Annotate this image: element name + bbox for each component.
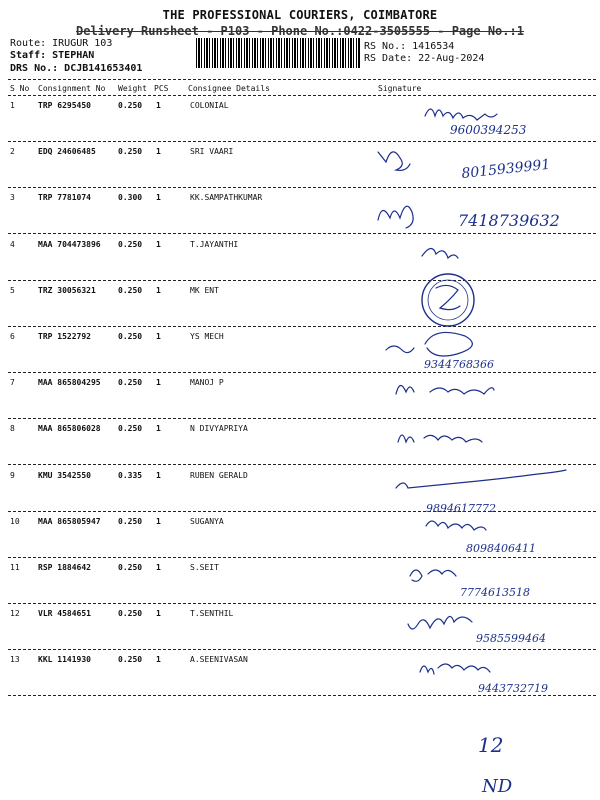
cell-pcs: 1 [156, 609, 161, 618]
cell-sno: 7 [10, 378, 15, 387]
signature-row7 [396, 385, 494, 394]
signature-row8 [398, 435, 482, 442]
cell-consignee: T.SENTHIL [190, 609, 234, 618]
cell-pcs: 1 [156, 147, 161, 156]
signature-row10 [426, 521, 486, 530]
col-header-sno: S No [10, 84, 30, 93]
cell-consignee: COLONIAL [190, 101, 229, 110]
cell-sno: 2 [10, 147, 15, 156]
cell-sno: 5 [10, 286, 15, 295]
cell-consignment: VLR 4584651 [38, 609, 91, 618]
handwritten-count: 12 [478, 733, 504, 757]
cell-consignee: SRI VAARI [190, 147, 234, 156]
cell-sno: 8 [10, 424, 15, 433]
cell-consignee: KK.SAMPATHKUMAR [190, 193, 263, 202]
signature-row4 [422, 248, 458, 258]
cell-sno: 11 [10, 563, 20, 572]
phone-handwritten-11: 7774613518 [460, 586, 530, 599]
cell-weight: 0.300 [118, 193, 143, 202]
cell-pcs: 1 [156, 240, 161, 249]
cell-pcs: 1 [156, 101, 161, 110]
cell-consignment: TRP 6295450 [38, 101, 91, 110]
cell-sno: 4 [10, 240, 15, 249]
cell-weight: 0.250 [118, 609, 143, 618]
cell-weight: 0.250 [118, 101, 143, 110]
cell-consignee: MANOJ P [190, 378, 224, 387]
cell-consignment: MAA 865806028 [38, 424, 101, 433]
cell-consignment: KKL 1141930 [38, 655, 91, 664]
cell-weight: 0.250 [118, 378, 143, 387]
cell-weight: 0.250 [118, 332, 143, 341]
cell-consignee: S.SEIT [190, 563, 219, 572]
route-label: Route: IRUGUR 103 [10, 38, 113, 49]
signature-row3 [378, 206, 413, 228]
company-title: THE PROFESSIONAL COURIERS, COIMBATORE [162, 8, 438, 22]
cell-pcs: 1 [156, 563, 161, 572]
cell-weight: 0.335 [118, 471, 143, 480]
cell-sno: 3 [10, 193, 15, 202]
col-header-pcs: PCS [154, 84, 169, 93]
cell-consignee: N DIVYAPRIYA [190, 424, 248, 433]
staff-label: Staff: STEPHAN [10, 50, 95, 61]
col-header-weight: Weight [118, 84, 147, 93]
cell-pcs: 1 [156, 378, 161, 387]
cell-consignee: YS MECH [190, 332, 224, 341]
cell-sno: 9 [10, 471, 15, 480]
cell-consignment: KMU 3542550 [38, 471, 91, 480]
rs-number: RS No.: 1416534 [364, 41, 455, 52]
cell-consignee: RUBEN GERALD [190, 471, 248, 480]
drs-number: DRS No.: DCJB141653401 [10, 63, 143, 74]
phone-handwritten-12: 9585599464 [476, 632, 546, 645]
signature-row13 [420, 664, 490, 674]
cell-consignee: SUGANYA [190, 517, 224, 526]
cell-sno: 1 [10, 101, 15, 110]
cell-consignee: MK ENT [190, 286, 219, 295]
cell-weight: 0.250 [118, 517, 143, 526]
cell-pcs: 1 [156, 286, 161, 295]
cell-pcs: 1 [156, 517, 161, 526]
cell-consignment: TRP 7781074 [38, 193, 91, 202]
signature-row2 [378, 152, 410, 171]
cell-consignment: RSP 1884642 [38, 563, 91, 572]
phone-handwritten-3: 7418739632 [458, 211, 560, 230]
cell-consignee: T.JAYANTHI [190, 240, 239, 249]
cell-sno: 12 [10, 609, 20, 618]
cell-weight: 0.250 [118, 147, 143, 156]
cell-consignment: EDQ 24606485 [38, 147, 96, 156]
signature-row11 [410, 570, 456, 581]
cell-pcs: 1 [156, 193, 161, 202]
phone-handwritten-10: 8098406411 [466, 542, 536, 555]
rs-date: RS Date: 22-Aug-2024 [364, 53, 485, 64]
cell-weight: 0.250 [118, 655, 143, 664]
cell-pcs: 1 [156, 471, 161, 480]
cell-weight: 0.250 [118, 424, 143, 433]
cell-consignment: MAA 865804295 [38, 378, 101, 387]
cell-consignment: TRP 1522792 [38, 332, 91, 341]
phone-handwritten-1: 9600394253 [450, 123, 527, 137]
cell-weight: 0.250 [118, 286, 143, 295]
cell-consignment: TRZ 30056321 [38, 286, 96, 295]
phone-handwritten-2: 8015939991 [460, 156, 552, 182]
cell-consignment: MAA 865805947 [38, 517, 101, 526]
handwritten-initials: ND [482, 776, 513, 797]
cell-sno: 6 [10, 332, 15, 341]
cell-pcs: 1 [156, 655, 161, 664]
cell-pcs: 1 [156, 424, 161, 433]
signature-row12 [408, 616, 472, 629]
phone-handwritten-6: 9344768366 [424, 358, 494, 371]
col-header-consignment: Consignment No [38, 84, 106, 93]
cell-pcs: 1 [156, 332, 161, 341]
col-header-signature: Signature [378, 84, 422, 93]
cell-weight: 0.250 [118, 563, 143, 572]
signature-row9 [396, 470, 566, 488]
cell-weight: 0.250 [118, 240, 143, 249]
runsheet-subtitle: Delivery Runsheet - P103 - Phone No.:0422-3505555 - Page No.:1 [76, 24, 524, 38]
signature-row6 [386, 332, 472, 356]
cell-consignee: A.SEENIVASAN [190, 655, 248, 664]
cell-sno: 10 [10, 517, 20, 526]
phone-handwritten-13: 9443732719 [478, 682, 548, 695]
cell-sno: 13 [10, 655, 20, 664]
signature-row1 [425, 109, 497, 120]
phone-handwritten-9: 9894617772 [426, 502, 496, 515]
cell-consignment: MAA 704473896 [38, 240, 101, 249]
col-header-consignee: Consignee Details [188, 84, 270, 93]
